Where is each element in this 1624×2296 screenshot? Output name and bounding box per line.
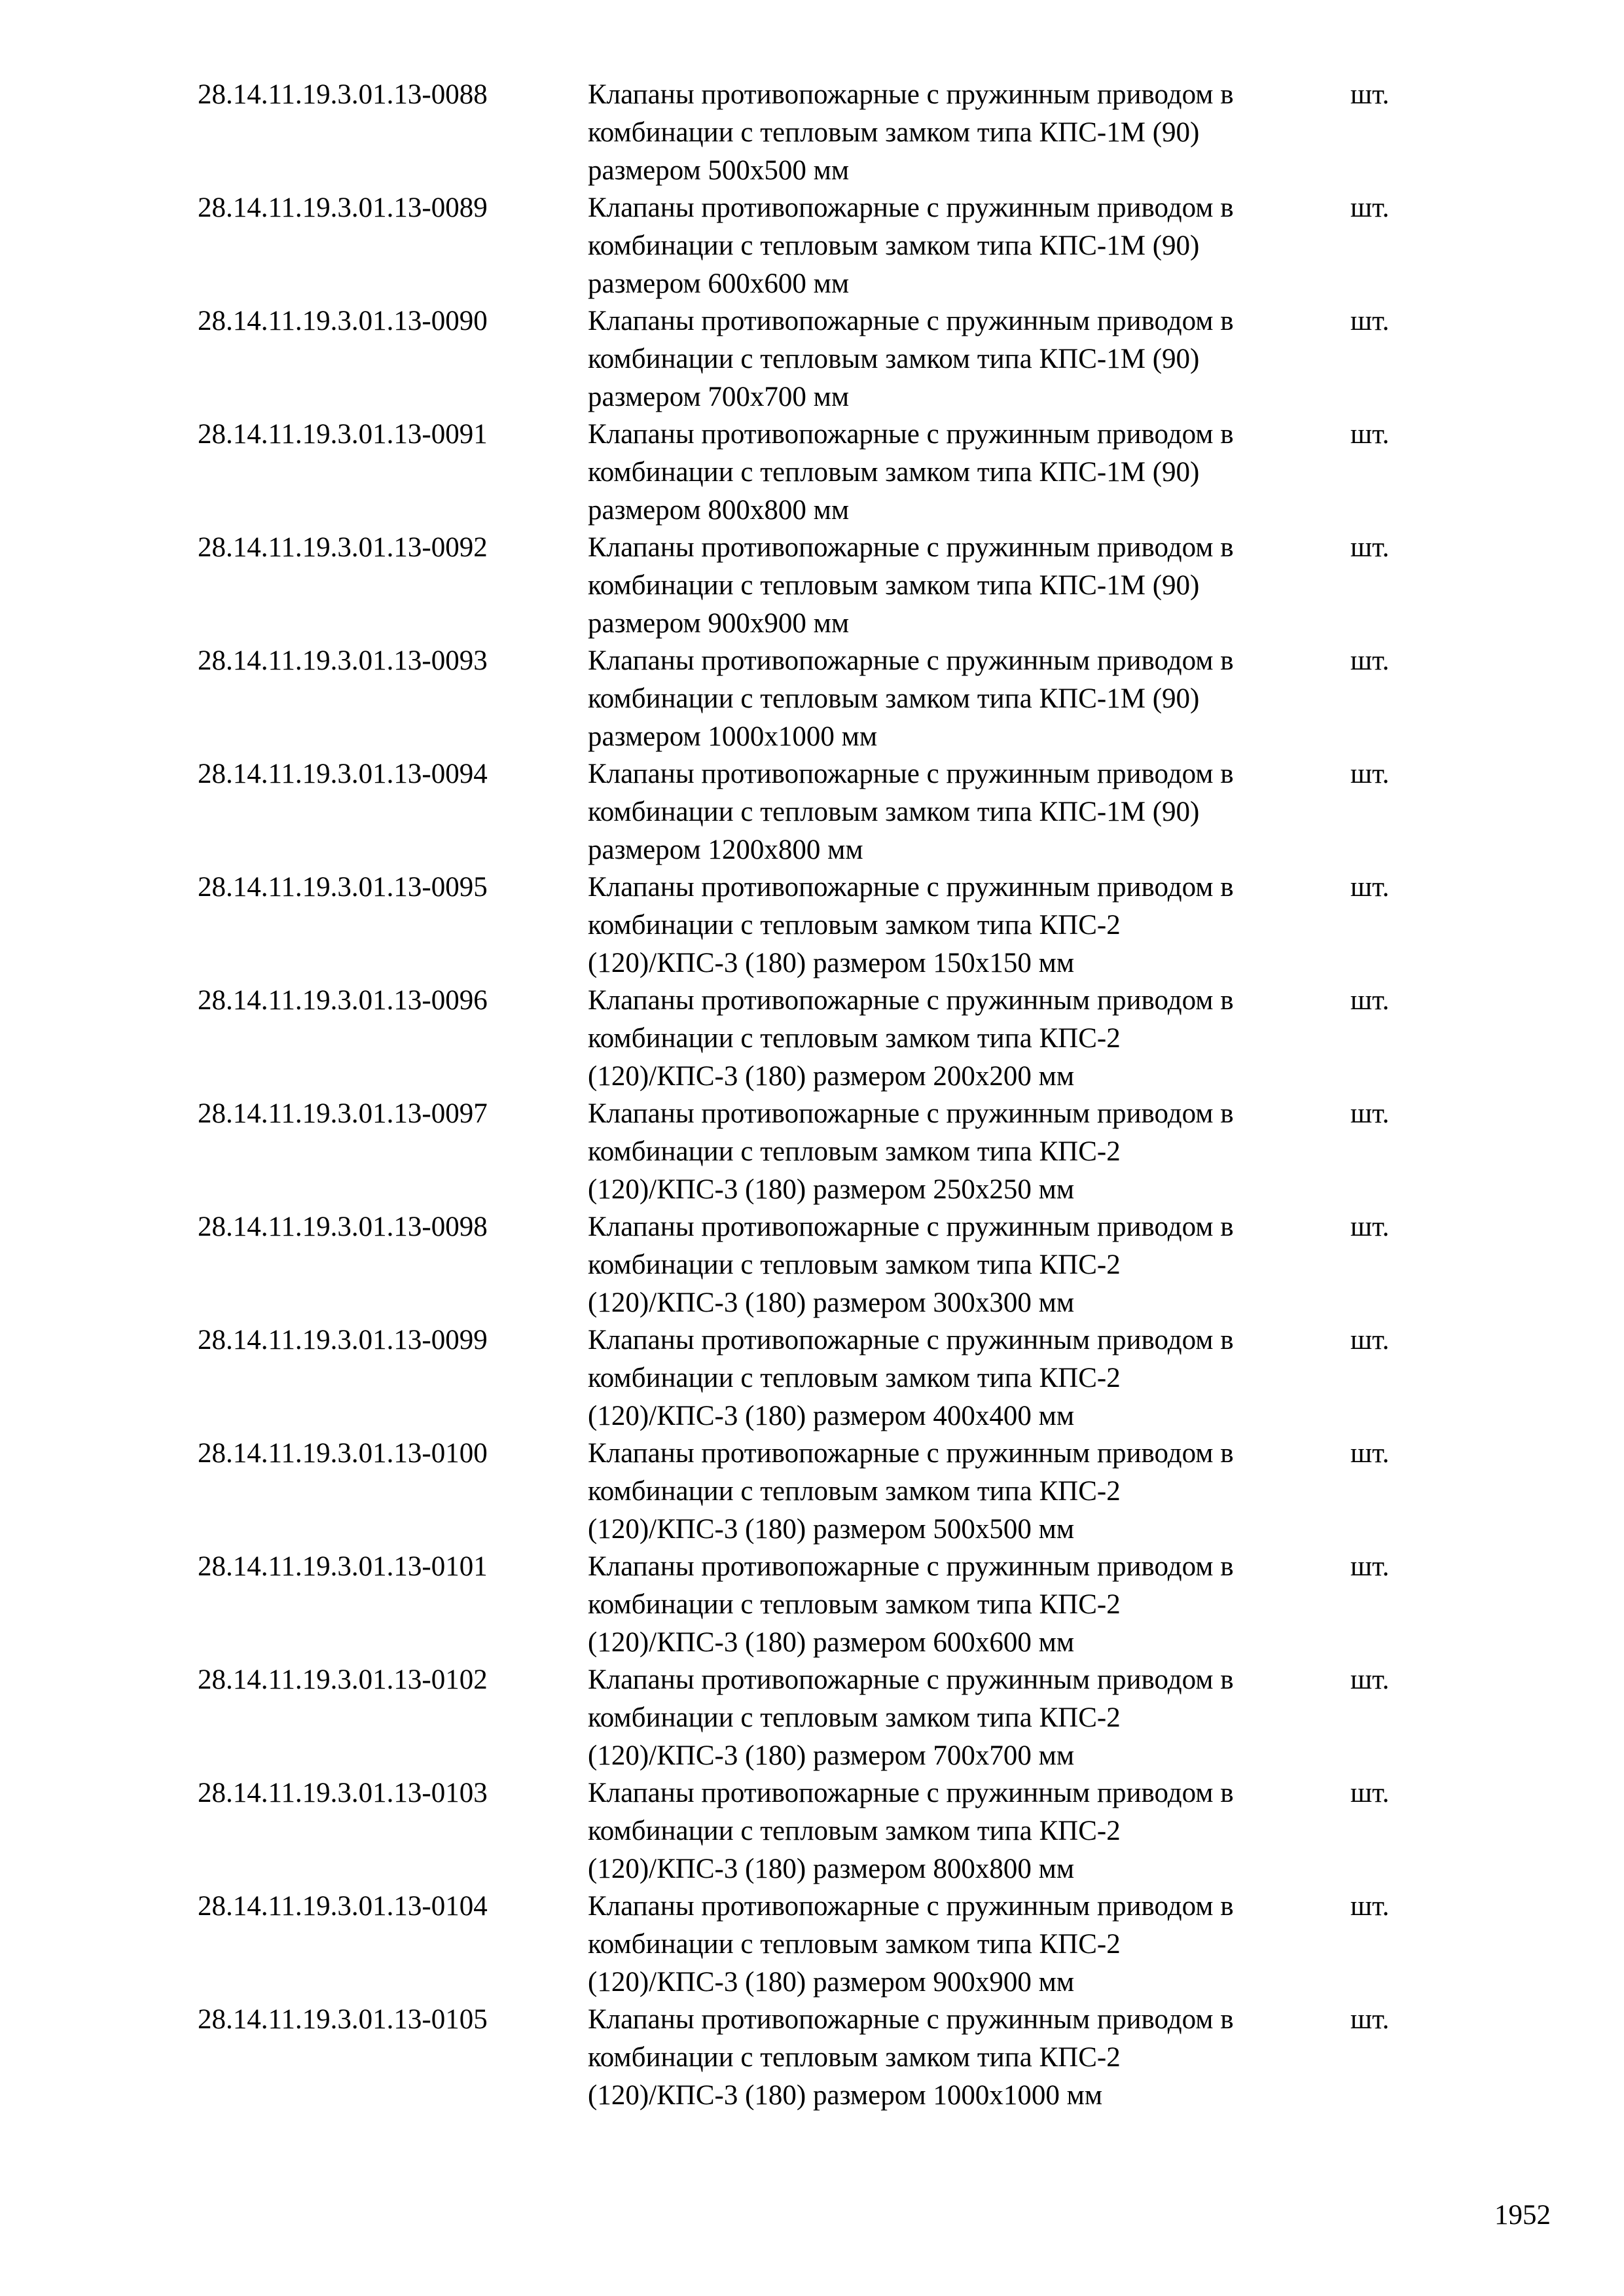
resource-row — [198, 1321, 1441, 1435]
resource-row — [198, 1208, 1441, 1321]
resource-row — [198, 755, 1441, 869]
description-line: (120)/КПС-3 (180) размером 300х300 мм — [588, 1287, 1075, 1318]
description-line: Клапаны противопожарные с пружинным приводом в — [588, 645, 1234, 676]
description-line: комбинации с тепловым замком типа КПС-2 — [588, 1476, 1121, 1507]
resource-description — [588, 189, 1350, 303]
resource-row — [198, 1095, 1441, 1208]
description-line: комбинации с тепловым замком типа КПС-2 — [588, 910, 1121, 941]
resource-row — [198, 982, 1441, 1095]
resource-code: 28.14.11.19.3.01.13-0103 — [198, 1778, 488, 1808]
description-line: Клапаны противопожарные с пружинным приводом в — [588, 1778, 1234, 1808]
description-line: размером 900х900 мм — [588, 608, 850, 639]
description-line: Клапаны противопожарные с пружинным приводом в — [588, 1098, 1234, 1129]
description-line: (120)/КПС-3 (180) размером 500х500 мм — [588, 1514, 1075, 1545]
description-line: (120)/КПС-3 (180) размером 150х150 мм — [588, 948, 1075, 978]
description-line: комбинации с тепловым замком типа КПС-2 — [588, 1589, 1121, 1620]
description-line: (120)/КПС-3 (180) размером 1000х1000 мм — [588, 2080, 1103, 2111]
resource-description — [588, 1774, 1350, 1888]
description-line: комбинации с тепловым замком типа КПС-2 — [588, 1363, 1121, 1393]
resource-unit: шт. — [1350, 1664, 1390, 1695]
resource-row — [198, 2001, 1441, 2114]
description-line: Клапаны противопожарные с пружинным приводом в — [588, 1438, 1234, 1469]
description-line: (120)/КПС-3 (180) размером 400х400 мм — [588, 1401, 1075, 1431]
description-line: комбинации с тепловым замком типа КПС-1М (90) — [588, 117, 1200, 148]
description-line: (120)/КПС-3 (180) размером 600х600 мм — [588, 1627, 1075, 1658]
description-line: размером 500х500 мм — [588, 155, 850, 186]
resource-unit: шт. — [1350, 759, 1390, 789]
description-line: Клапаны противопожарные с пружинным приводом в — [588, 985, 1234, 1016]
resource-unit: шт. — [1350, 985, 1390, 1016]
resource-description — [588, 642, 1350, 756]
resource-unit: шт. — [1350, 1098, 1390, 1129]
resource-code: 28.14.11.19.3.01.13-0101 — [198, 1551, 488, 1582]
resource-unit: шт. — [1350, 1778, 1390, 1808]
resource-unit: шт. — [1350, 1891, 1390, 1922]
resource-unit: шт. — [1350, 645, 1390, 676]
resource-row — [198, 869, 1441, 982]
resource-unit: шт. — [1350, 1211, 1390, 1242]
resource-description — [588, 529, 1350, 643]
description-line: Клапаны противопожарные с пружинным приводом в — [588, 1664, 1234, 1695]
resource-description — [588, 76, 1350, 190]
resource-unit: шт. — [1350, 532, 1390, 563]
resource-row — [198, 1435, 1441, 1548]
description-line: (120)/КПС-3 (180) размером 200х200 мм — [588, 1061, 1075, 1092]
description-line: Клапаны противопожарные с пружинным приводом в — [588, 1551, 1234, 1582]
description-line: размером 700х700 мм — [588, 382, 850, 412]
resource-code: 28.14.11.19.3.01.13-0102 — [198, 1664, 488, 1695]
description-line: комбинации с тепловым замком типа КПС-2 — [588, 2042, 1121, 2073]
resource-row — [198, 302, 1441, 416]
description-line: Клапаны противопожарные с пружинным приводом в — [588, 419, 1234, 450]
resource-code: 28.14.11.19.3.01.13-0104 — [198, 1891, 488, 1922]
description-line: размером 800х800 мм — [588, 495, 850, 526]
resource-unit: шт. — [1350, 306, 1390, 336]
description-line: Клапаны противопожарные с пружинным приводом в — [588, 1891, 1234, 1922]
description-line: (120)/КПС-3 (180) размером 800х800 мм — [588, 1854, 1075, 1884]
resource-code: 28.14.11.19.3.01.13-0098 — [198, 1211, 488, 1242]
resource-description — [588, 1208, 1350, 1322]
resource-description — [588, 1435, 1350, 1549]
description-line: комбинации с тепловым замком типа КПС-1М (90) — [588, 570, 1200, 601]
resource-row — [198, 1548, 1441, 1661]
resource-code: 28.14.11.19.3.01.13-0096 — [198, 985, 488, 1016]
description-line: Клапаны противопожарные с пружинным приводом в — [588, 532, 1234, 563]
resource-row — [198, 1661, 1441, 1774]
resource-description — [588, 1095, 1350, 1209]
description-line: комбинации с тепловым замком типа КПС-2 — [588, 1023, 1121, 1054]
resource-code: 28.14.11.19.3.01.13-0094 — [198, 759, 488, 789]
description-line: Клапаны противопожарные с пружинным приводом в — [588, 1325, 1234, 1355]
resource-description — [588, 982, 1350, 1096]
resource-unit: шт. — [1350, 1551, 1390, 1582]
resource-unit: шт. — [1350, 419, 1390, 450]
description-line: комбинации с тепловым замком типа КПС-1М (90) — [588, 457, 1200, 488]
resource-row — [198, 642, 1441, 755]
resource-code: 28.14.11.19.3.01.13-0089 — [198, 192, 488, 223]
description-line: (120)/КПС-3 (180) размером 250х250 мм — [588, 1174, 1075, 1205]
description-line: комбинации с тепловым замком типа КПС-2 — [588, 1249, 1121, 1280]
description-line: комбинации с тепловым замком типа КПС-2 — [588, 1136, 1121, 1167]
description-line: размером 600х600 мм — [588, 268, 850, 299]
resource-row — [198, 76, 1441, 189]
description-line: Клапаны противопожарные с пружинным приводом в — [588, 872, 1234, 903]
resource-code: 28.14.11.19.3.01.13-0105 — [198, 2004, 488, 2035]
description-line: комбинации с тепловым замком типа КПС-1М (90) — [588, 683, 1200, 714]
resource-code: 28.14.11.19.3.01.13-0091 — [198, 419, 488, 450]
resource-description — [588, 1661, 1350, 1775]
resource-unit: шт. — [1350, 79, 1390, 110]
resource-description — [588, 1548, 1350, 1662]
description-line: комбинации с тепловым замком типа КПС-2 — [588, 1816, 1121, 1846]
description-line: комбинации с тепловым замком типа КПС-1М (90) — [588, 797, 1200, 827]
resource-row — [198, 416, 1441, 529]
description-line: Клапаны противопожарные с пружинным приводом в — [588, 2004, 1234, 2035]
resource-description — [588, 302, 1350, 416]
resource-row — [198, 1888, 1441, 2001]
resource-description — [588, 755, 1350, 869]
resource-description — [588, 416, 1350, 529]
resource-code: 28.14.11.19.3.01.13-0088 — [198, 79, 488, 110]
resource-list — [198, 76, 1441, 2114]
description-line: комбинации с тепловым замком типа КПС-1М (90) — [588, 344, 1200, 374]
resource-unit: шт. — [1350, 1438, 1390, 1469]
resource-description — [588, 869, 1350, 982]
resource-description — [588, 1888, 1350, 2001]
resource-code: 28.14.11.19.3.01.13-0093 — [198, 645, 488, 676]
resource-code: 28.14.11.19.3.01.13-0099 — [198, 1325, 488, 1355]
resource-row — [198, 1774, 1441, 1888]
page-number: 1952 — [1494, 2200, 1551, 2231]
description-line: Клапаны противопожарные с пружинным приводом в — [588, 79, 1234, 110]
resource-row — [198, 529, 1441, 642]
resource-code: 28.14.11.19.3.01.13-0090 — [198, 306, 488, 336]
description-line: комбинации с тепловым замком типа КПС-2 — [588, 1929, 1121, 1960]
description-line: Клапаны противопожарные с пружинным приводом в — [588, 759, 1234, 789]
description-line: Клапаны противопожарные с пружинным приводом в — [588, 192, 1234, 223]
resource-code: 28.14.11.19.3.01.13-0095 — [198, 872, 488, 903]
resource-description — [588, 1321, 1350, 1435]
resource-code: 28.14.11.19.3.01.13-0092 — [198, 532, 488, 563]
description-line: комбинации с тепловым замком типа КПС-2 — [588, 1702, 1121, 1733]
description-line: Клапаны противопожарные с пружинным приводом в — [588, 1211, 1234, 1242]
description-line: размером 1200х800 мм — [588, 834, 863, 865]
resource-unit: шт. — [1350, 872, 1390, 903]
resource-row — [198, 189, 1441, 302]
description-line: (120)/КПС-3 (180) размером 900х900 мм — [588, 1967, 1075, 1998]
description-line: комбинации с тепловым замком типа КПС-1М (90) — [588, 230, 1200, 261]
resource-unit: шт. — [1350, 1325, 1390, 1355]
resource-code: 28.14.11.19.3.01.13-0100 — [198, 1438, 488, 1469]
description-line: (120)/КПС-3 (180) размером 700х700 мм — [588, 1740, 1075, 1771]
resource-unit: шт. — [1350, 192, 1390, 223]
description-line: Клапаны противопожарные с пружинным приводом в — [588, 306, 1234, 336]
resource-code: 28.14.11.19.3.01.13-0097 — [198, 1098, 488, 1129]
description-line: размером 1000х1000 мм — [588, 721, 878, 752]
resource-description — [588, 2001, 1350, 2115]
resource-unit: шт. — [1350, 2004, 1390, 2035]
